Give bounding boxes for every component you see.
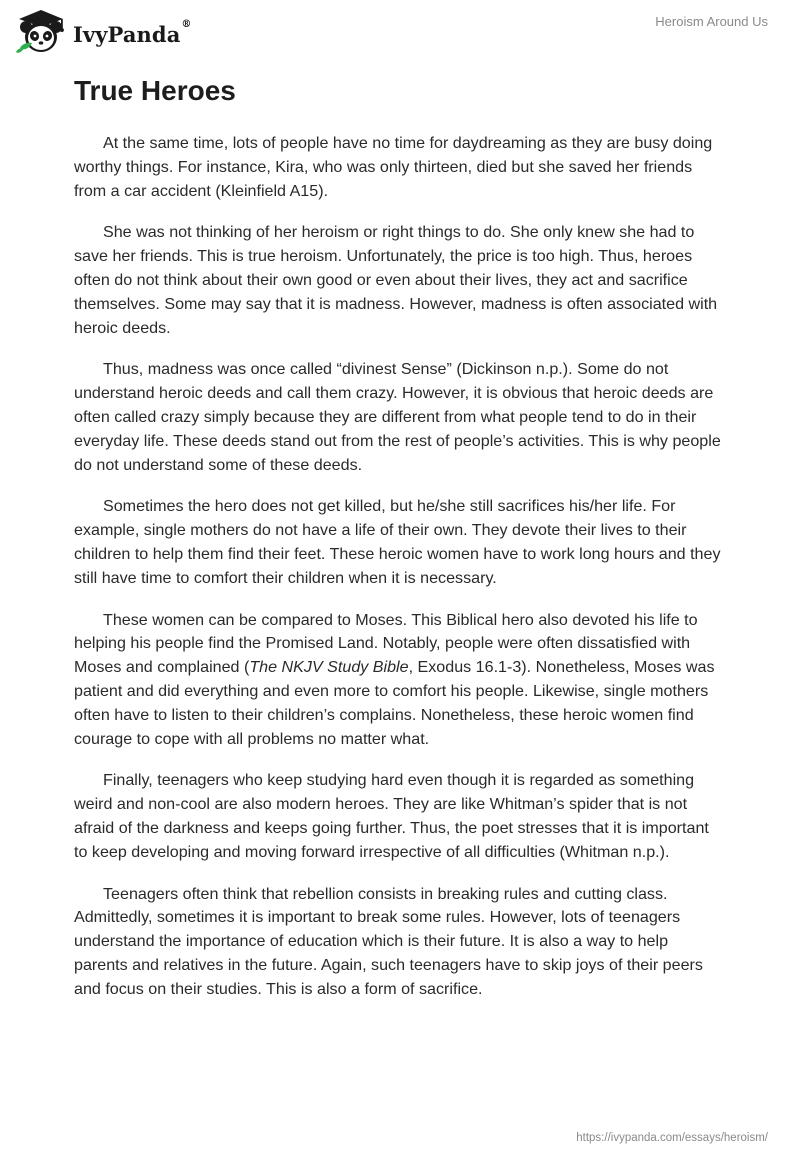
paragraph-text: , Exodus 16.1-3). Nonetheless, Moses was patient and did everything and even more to comfort his people. Likewise, single mothers often have to listen to their children’s complains. Nonetheless, these heroic women find courage to cope with all problems no matter what. xyxy=(74,658,715,748)
document-title: Heroism Around Us xyxy=(655,14,768,29)
paragraph-text: At the same time, lots of people have no time for daydreaming as they are busy doing worthy things. For instance, Kira, who was only thirteen, died but she saved her friends from a car accident (Kleinfield A15). xyxy=(74,134,713,200)
essay-paragraph xyxy=(74,221,724,340)
paragraph-text: Sometimes the hero does not get killed, but he/she still sacrifices his/her life. For example, single mothers do not have a life of their own. They devote their lives to their children to help them find their feet. These heroic women have to work long hours and they still have time to comfort their children when it is necessary. xyxy=(74,497,721,587)
registered-mark: ® xyxy=(181,18,192,30)
essay-paragraph xyxy=(74,132,724,203)
essay-paragraph xyxy=(74,495,724,590)
essay-paragraph xyxy=(74,358,724,477)
essay-paragraph xyxy=(74,769,724,864)
brand-name: IvyPanda® xyxy=(73,18,192,47)
source-url[interactable]: https://ivypanda.com/essays/heroism/ xyxy=(576,1132,768,1144)
essay-body xyxy=(74,132,724,1002)
paragraph-text: Finally, teenagers who keep studying hard even though it is regarded as something weird and non-cool are also modern heroes. They are like Whitman’s spider that is not afraid of the darkness and keeps going further. Thus, the poet stresses that it is important to keep developing and moving forward irrespective of all difficulties (Whitman n.p.). xyxy=(74,771,709,861)
paragraph-text: She was not thinking of her heroism or right things to do. She only knew she had to save her friends. This is true heroism. Unfortunately, the price is too high. Thus, heroes often do not think about their own good or even about their lives, they act and sacrifice themselves. Some may say that it is madness. However, madness is often associated with heroic deeds. xyxy=(74,223,718,337)
citation-title: The NKJV Study Bible xyxy=(249,658,409,677)
page-header xyxy=(0,0,800,60)
essay-paragraph xyxy=(74,609,724,752)
essay-content xyxy=(74,74,724,1020)
essay-paragraph xyxy=(74,883,724,1002)
brand-logo[interactable] xyxy=(14,8,192,56)
panda-logo-icon xyxy=(14,8,68,56)
paragraph-text: Thus, madness was once called “divinest Sense” (Dickinson n.p.). Some do not understand heroic deeds and call them crazy. However, it is obvious that heroic deeds are often called crazy simply because they are different from what people tend to do in their everyday life. These deeds stand out from the rest of people’s activities. This is why people do not understand some of these deeds. xyxy=(74,360,721,474)
paragraph-text: These women can be compared to Moses. This Biblical hero also devoted his life to helping his people find the Promised Land. Notably, people were often dissatisfied with Moses and complained ( xyxy=(74,610,698,677)
section-heading: True Heroes xyxy=(74,75,236,106)
paragraph-text: Teenagers often think that rebellion consists in breaking rules and cutting class. Admittedly, sometimes it is important to break some rules. However, lots of teenagers understand the importance of education which is their future. It is also a way to help parents and relatives in the future. Again, such teenagers have to skip joys of their peers and focus on their studies. This is also a form of sacrifice. xyxy=(74,884,703,998)
